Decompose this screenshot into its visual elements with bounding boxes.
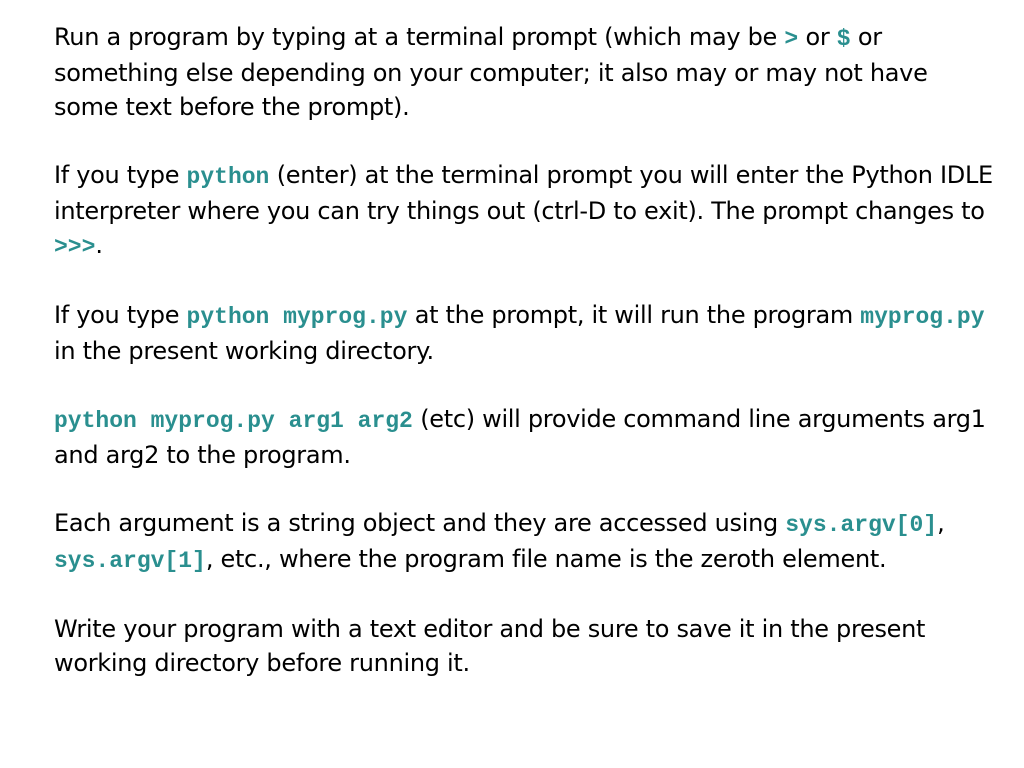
text-segment: Write your program with a text editor and be sure to save it in the present working directory before running it.: [54, 615, 926, 677]
text-segment: If you type: [54, 301, 187, 329]
code-myprog-file: myprog.py: [860, 304, 985, 330]
paragraph-python-idle: [54, 158, 994, 264]
text-segment: ,: [937, 509, 945, 537]
code-prompt-gt: >: [784, 26, 799, 52]
text-segment: Run a program by typing at a terminal prompt (which may be: [54, 23, 785, 51]
code-python: python: [186, 164, 270, 190]
paragraph-run-program: [54, 298, 994, 368]
code-python-myprog: python myprog.py: [186, 304, 408, 330]
paragraph-sys-argv: [54, 506, 994, 578]
code-python-myprog-args: python myprog.py arg1 arg2: [54, 408, 413, 434]
text-segment: .: [95, 231, 103, 259]
text-segment: at the prompt, it will run the program: [407, 301, 861, 329]
code-sys-argv-0: sys.argv[0]: [785, 512, 938, 538]
text-segment: (enter) at the terminal prompt you will enter the Python IDLE interpreter where you can try things out (ctrl-D to exit). The prompt changes to: [54, 161, 993, 225]
paragraph-terminal-prompt: [54, 20, 994, 124]
text-segment: in the present working directory.: [54, 337, 434, 365]
text-segment: (etc) will provide command line arguments arg1 and arg2 to the program.: [54, 405, 986, 469]
code-sys-argv-1: sys.argv[1]: [54, 548, 206, 574]
text-segment: If you type: [54, 161, 187, 189]
paragraph-text-editor: [54, 612, 994, 680]
paragraph-command-line-args: [54, 402, 994, 472]
text-segment: or: [798, 23, 837, 51]
code-idle-prompt: >>>: [54, 234, 96, 260]
text-segment: , etc., where the program file name is the zeroth element.: [205, 545, 887, 573]
text-segment: Each argument is a string object and they are accessed using: [54, 509, 786, 537]
text-segment: or something else depending on your computer; it also may or may not have some text before the prompt).: [54, 23, 928, 121]
code-prompt-dollar: $: [836, 26, 851, 52]
